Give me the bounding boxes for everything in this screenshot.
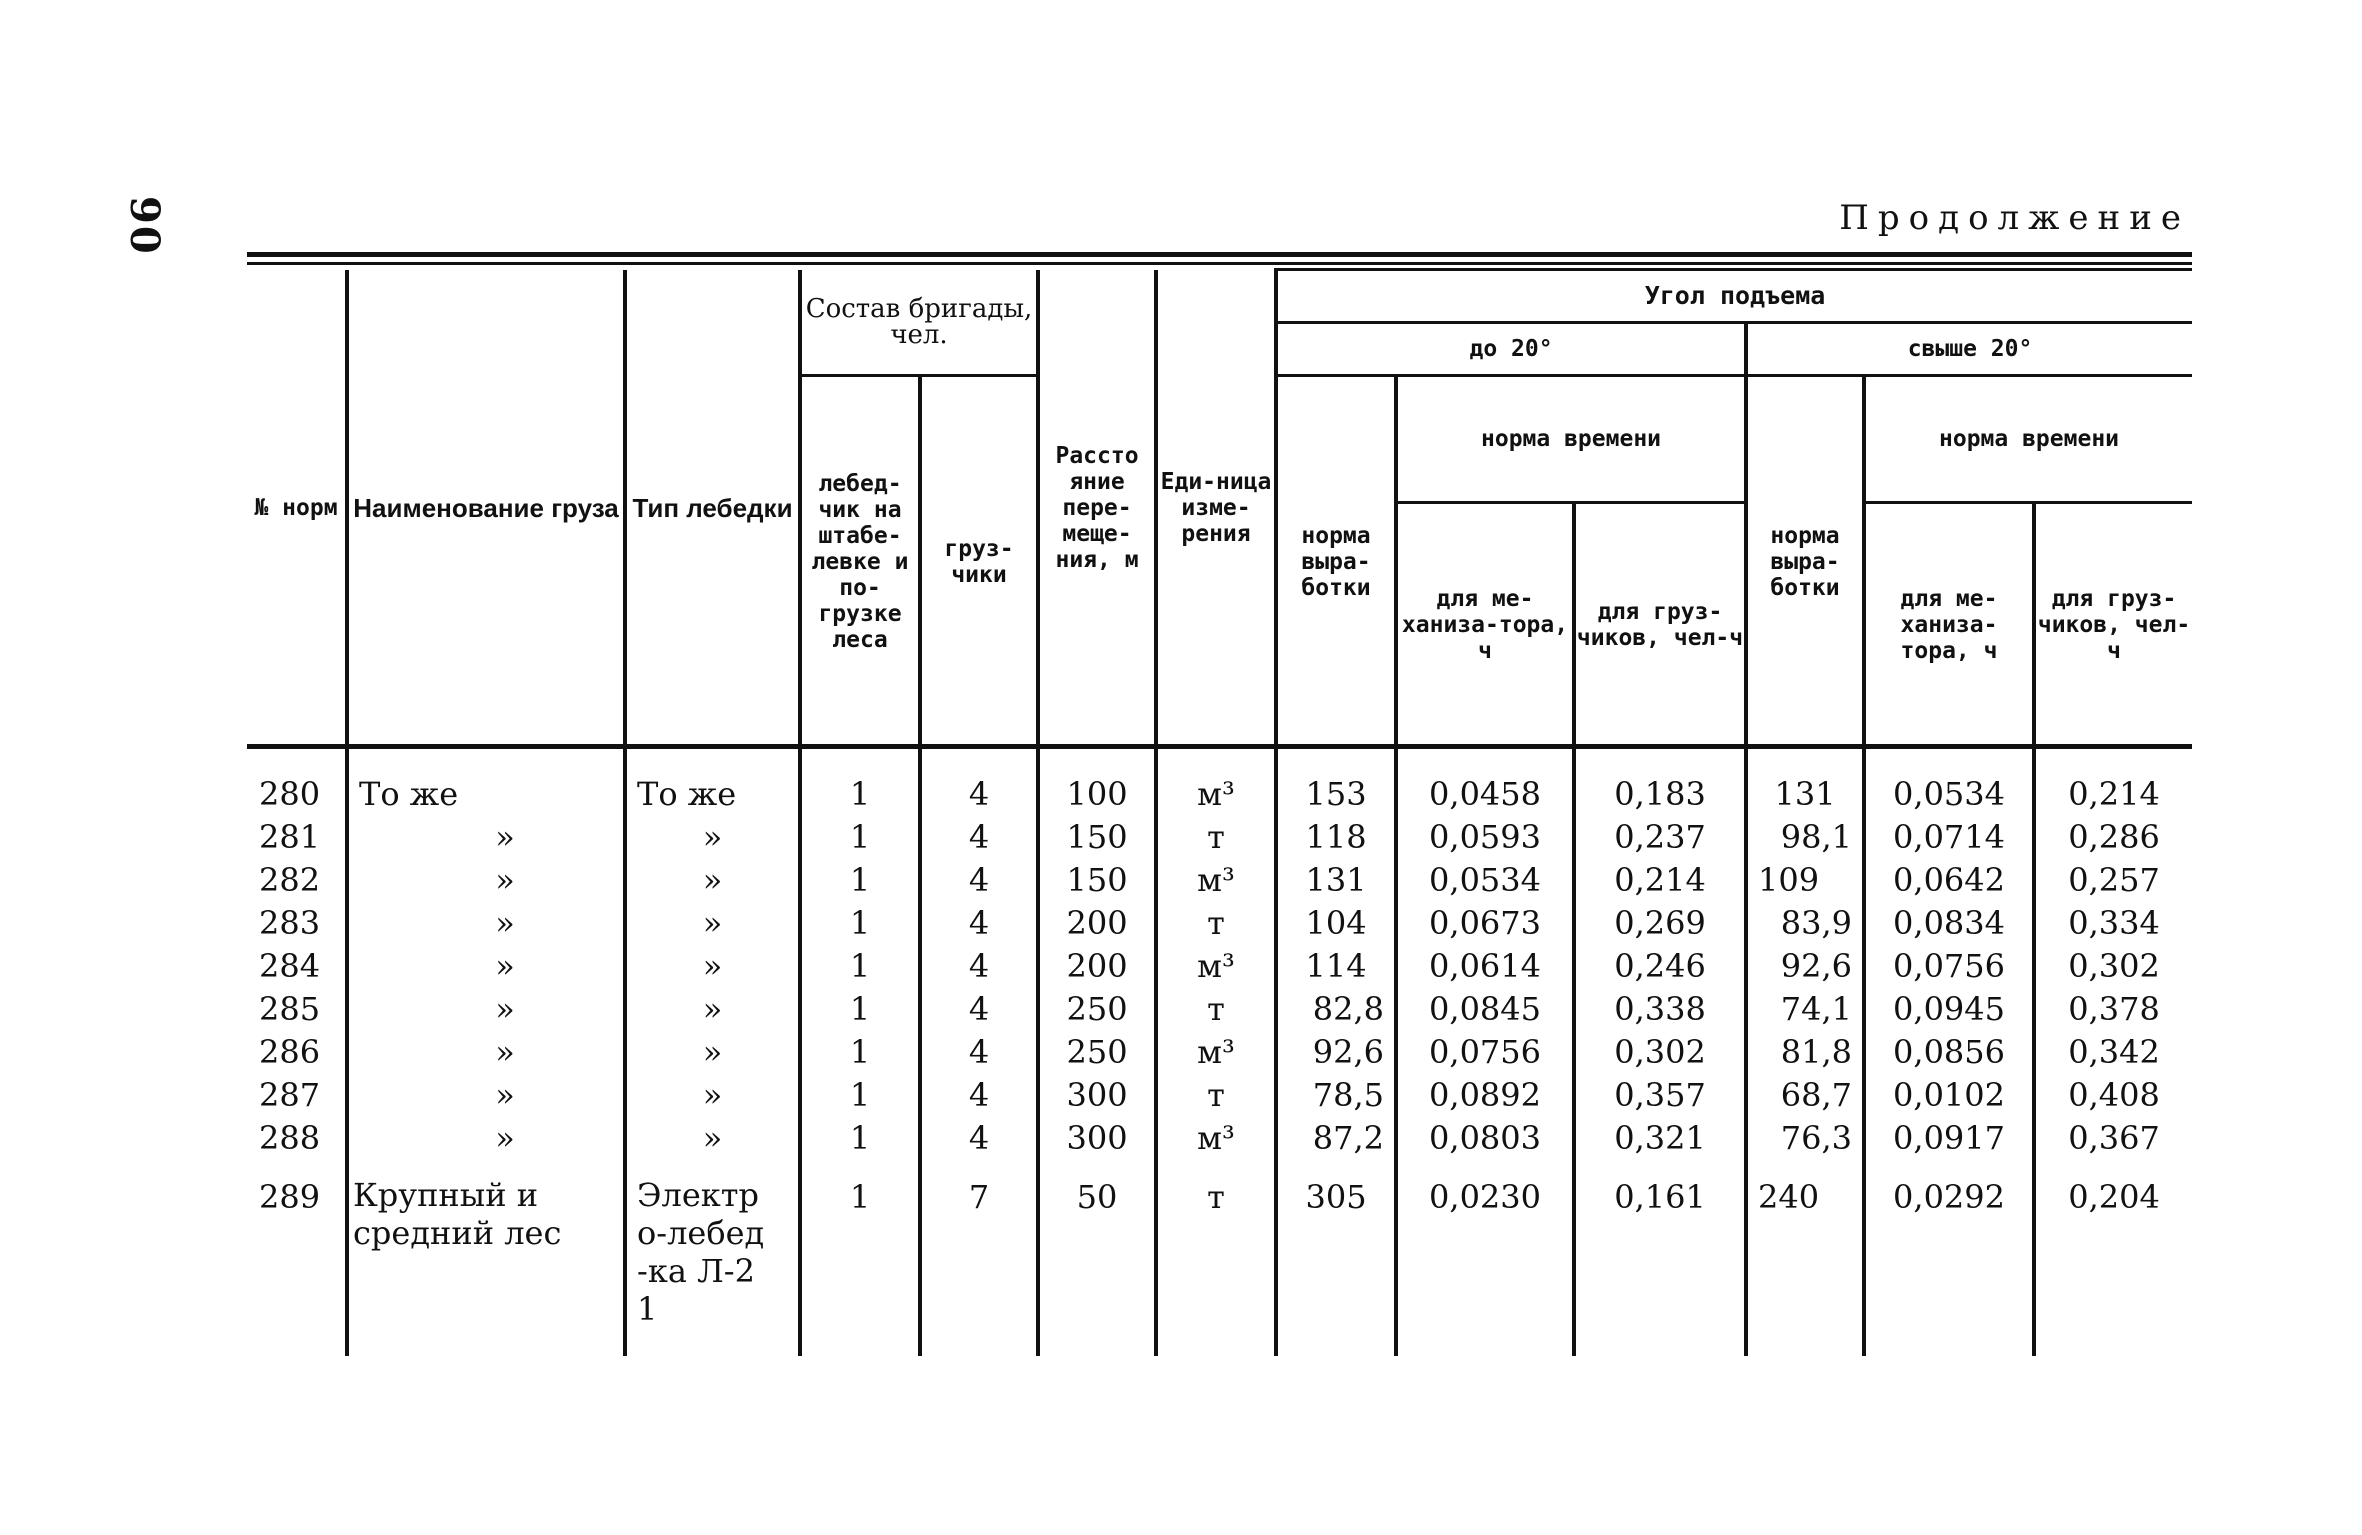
cell-output-1: 92,6	[1276, 1031, 1396, 1074]
header-loader-hours-2: для груз-чиков, чел-ч	[2034, 502, 2192, 747]
cell-distance: 100	[1038, 773, 1156, 816]
cell-mech-2: 0,0945	[1864, 988, 2034, 1031]
cell-mech-2: 0,0714	[1864, 816, 2034, 859]
cell-mech-2: 0,0917	[1864, 1117, 2034, 1160]
header-loaders: груз-чики	[920, 376, 1038, 748]
cell-loader-hours-2: 0,334	[2034, 902, 2192, 945]
cell-unit: т	[1156, 1160, 1276, 1356]
cell-cargo: »	[347, 816, 625, 859]
spacer-row	[247, 747, 2192, 773]
cell-winchman: 1	[800, 859, 920, 902]
header-over-20: свыше 20°	[1746, 323, 2192, 376]
cell-loader-hours-2: 0,408	[2034, 1074, 2192, 1117]
header-output-norm-2: норма выра-ботки	[1746, 376, 1864, 748]
page-number: 90	[121, 196, 168, 256]
cell-winchman: 1	[800, 902, 920, 945]
cell-loaders: 4	[920, 988, 1038, 1031]
cell-loaders: 4	[920, 902, 1038, 945]
cell-mech-2: 0,0102	[1864, 1074, 2034, 1117]
cell-mech-1: 0,0614	[1396, 945, 1574, 988]
cell-winchman: 1	[800, 773, 920, 816]
cell-output-1: 104	[1276, 902, 1396, 945]
cell-type: »	[625, 1074, 800, 1117]
cell-num: 286	[259, 1033, 321, 1071]
header-to-20: до 20°	[1276, 323, 1746, 376]
cell-output-1: 82,8	[1276, 988, 1396, 1031]
cell-loader-hours-2: 0,204	[2034, 1160, 2192, 1356]
cell-type: »	[625, 816, 800, 859]
table-row	[247, 988, 2192, 1031]
cell-mech-1: 0,0593	[1396, 816, 1574, 859]
cell-loaders: 4	[920, 945, 1038, 988]
cell-distance: 200	[1038, 902, 1156, 945]
cell-output-2: 131	[1746, 773, 1864, 816]
header-winchman: лебед-чик на штабе-левке и по-грузке леса	[800, 376, 920, 748]
top-rule-thin	[247, 262, 2192, 265]
cell-winchman: 1	[800, 988, 920, 1031]
cell-unit: м³	[1156, 773, 1276, 816]
cell-loader-hours-1: 0,269	[1574, 902, 1746, 945]
cell-loader-hours-1: 0,214	[1574, 859, 1746, 902]
header-cargo: Наименование груза	[347, 270, 625, 748]
header-output-norm-1: норма выра-ботки	[1276, 376, 1396, 748]
cell-output-2: 92,6	[1746, 945, 1864, 988]
cell-cargo: Крупный и средний лес	[347, 1160, 625, 1356]
cell-num: 281	[259, 818, 321, 856]
cell-loader-hours-1: 0,183	[1574, 773, 1746, 816]
table-row	[247, 859, 2192, 902]
cell-output-1: 87,2	[1276, 1117, 1396, 1160]
cell-distance: 250	[1038, 1031, 1156, 1074]
cell-mech-2: 0,0292	[1864, 1160, 2034, 1356]
cell-unit: т	[1156, 902, 1276, 945]
cell-distance: 50	[1038, 1160, 1156, 1356]
cell-mech-1: 0,0230	[1396, 1160, 1574, 1356]
header-time-norm-2: норма времени	[1864, 376, 2192, 503]
cell-mech-1: 0,0756	[1396, 1031, 1574, 1074]
cell-output-2: 240	[1746, 1160, 1864, 1356]
header-winch-type: Тип лебедки	[625, 270, 800, 748]
header-time-norm-1: норма времени	[1396, 376, 1746, 503]
cell-loader-hours-2: 0,342	[2034, 1031, 2192, 1074]
cell-loader-hours-1: 0,237	[1574, 816, 1746, 859]
cell-cargo: »	[347, 945, 625, 988]
cell-loaders: 4	[920, 1074, 1038, 1117]
cell-distance: 200	[1038, 945, 1156, 988]
cell-unit: м³	[1156, 859, 1276, 902]
cell-unit: т	[1156, 988, 1276, 1031]
cell-num: 285	[259, 990, 321, 1028]
cell-winchman: 1	[800, 1031, 920, 1074]
cell-mech-2: 0,0856	[1864, 1031, 2034, 1074]
cell-output-2: 109	[1746, 859, 1864, 902]
cell-output-1: 131	[1276, 859, 1396, 902]
cell-distance: 150	[1038, 816, 1156, 859]
cell-mech-1: 0,0673	[1396, 902, 1574, 945]
cell-cargo: То же	[347, 773, 625, 816]
cell-loaders: 4	[920, 1117, 1038, 1160]
cell-distance: 300	[1038, 1117, 1156, 1160]
table-row	[247, 945, 2192, 988]
cell-mech-1: 0,0803	[1396, 1117, 1574, 1160]
cell-type: »	[625, 988, 800, 1031]
cell-loaders: 4	[920, 773, 1038, 816]
cell-mech-1: 0,0534	[1396, 859, 1574, 902]
cell-output-2: 81,8	[1746, 1031, 1864, 1074]
cell-mech-1: 0,0892	[1396, 1074, 1574, 1117]
cell-cargo: »	[347, 859, 625, 902]
continuation-label: Продолжение	[1839, 198, 2190, 238]
header-mech-1: для ме-ханиза-тора, ч	[1396, 502, 1574, 747]
cell-mech-2: 0,0534	[1864, 773, 2034, 816]
cell-cargo: »	[347, 902, 625, 945]
cell-output-1: 114	[1276, 945, 1396, 988]
cell-loader-hours-1: 0,338	[1574, 988, 1746, 1031]
cell-mech-2: 0,0642	[1864, 859, 2034, 902]
cell-output-1: 305	[1276, 1160, 1396, 1356]
cell-cargo: »	[347, 988, 625, 1031]
table-row	[247, 1117, 2192, 1160]
table-row-last	[247, 1160, 2192, 1356]
cell-type: »	[625, 1117, 800, 1160]
header-mech-2: для ме-ханиза-тора, ч	[1864, 502, 2034, 747]
cell-output-1: 78,5	[1276, 1074, 1396, 1117]
cell-loader-hours-1: 0,161	[1574, 1160, 1746, 1356]
cell-loader-hours-1: 0,246	[1574, 945, 1746, 988]
cell-mech-1: 0,0845	[1396, 988, 1574, 1031]
header-loader-hours-1: для груз-чиков, чел-ч	[1574, 502, 1746, 747]
cell-loader-hours-2: 0,257	[2034, 859, 2192, 902]
cell-unit: м³	[1156, 945, 1276, 988]
cell-loaders: 7	[920, 1160, 1038, 1356]
cell-type: Электро-лебед-ка Л-21	[625, 1160, 800, 1356]
cell-num: 288	[259, 1119, 321, 1157]
cell-output-1: 118	[1276, 816, 1396, 859]
norms-table	[247, 268, 2192, 1356]
cell-cargo: »	[347, 1117, 625, 1160]
header-lift-angle: Угол подъема	[1276, 270, 2192, 323]
cell-winchman: 1	[800, 1117, 920, 1160]
top-rule	[247, 252, 2192, 257]
cell-loaders: 4	[920, 859, 1038, 902]
table-row	[247, 816, 2192, 859]
cell-num: 284	[259, 947, 321, 985]
cell-cargo: »	[347, 1031, 625, 1074]
cell-type: »	[625, 859, 800, 902]
cell-output-2: 68,7	[1746, 1074, 1864, 1117]
header-brigade: Состав бригады, чел.	[800, 270, 1038, 376]
cell-cargo: »	[347, 1074, 625, 1117]
cell-unit: м³	[1156, 1117, 1276, 1160]
cell-loaders: 4	[920, 1031, 1038, 1074]
cell-loader-hours-2: 0,367	[2034, 1117, 2192, 1160]
table-row	[247, 902, 2192, 945]
cell-output-2: 83,9	[1746, 902, 1864, 945]
header-unit: Еди-ница изме-рения	[1156, 270, 1276, 748]
cell-loader-hours-2: 0,378	[2034, 988, 2192, 1031]
cell-output-2: 74,1	[1746, 988, 1864, 1031]
cell-loader-hours-1: 0,357	[1574, 1074, 1746, 1117]
cell-loader-hours-2: 0,214	[2034, 773, 2192, 816]
cell-type: »	[625, 902, 800, 945]
table-row	[247, 773, 2192, 816]
cell-loader-hours-1: 0,302	[1574, 1031, 1746, 1074]
cell-loader-hours-2: 0,286	[2034, 816, 2192, 859]
cell-num: 289	[259, 1178, 321, 1216]
cell-type: »	[625, 945, 800, 988]
cell-loader-hours-2: 0,302	[2034, 945, 2192, 988]
cell-loader-hours-1: 0,321	[1574, 1117, 1746, 1160]
cell-mech-1: 0,0458	[1396, 773, 1574, 816]
header-num: № норм	[254, 495, 338, 522]
cell-type: То же	[625, 773, 800, 816]
cell-output-1: 153	[1276, 773, 1396, 816]
cell-winchman: 1	[800, 1074, 920, 1117]
cell-num: 282	[259, 861, 321, 899]
cell-loaders: 4	[920, 816, 1038, 859]
cell-num: 287	[259, 1076, 321, 1114]
cell-output-2: 98,1	[1746, 816, 1864, 859]
cell-type: »	[625, 1031, 800, 1074]
cell-unit: т	[1156, 1074, 1276, 1117]
cell-winchman: 1	[800, 945, 920, 988]
cell-output-2: 76,3	[1746, 1117, 1864, 1160]
cell-unit: м³	[1156, 1031, 1276, 1074]
header-distance: Рассто яние пере-меще-ния, м	[1038, 270, 1156, 748]
cell-mech-2: 0,0756	[1864, 945, 2034, 988]
cell-distance: 300	[1038, 1074, 1156, 1117]
cell-mech-2: 0,0834	[1864, 902, 2034, 945]
cell-winchman: 1	[800, 816, 920, 859]
cell-num: 280	[259, 775, 321, 813]
table-row	[247, 1074, 2192, 1117]
cell-num: 283	[259, 904, 321, 942]
cell-unit: т	[1156, 816, 1276, 859]
table-row	[247, 1031, 2192, 1074]
cell-winchman: 1	[800, 1160, 920, 1356]
cell-distance: 150	[1038, 859, 1156, 902]
cell-distance: 250	[1038, 988, 1156, 1031]
